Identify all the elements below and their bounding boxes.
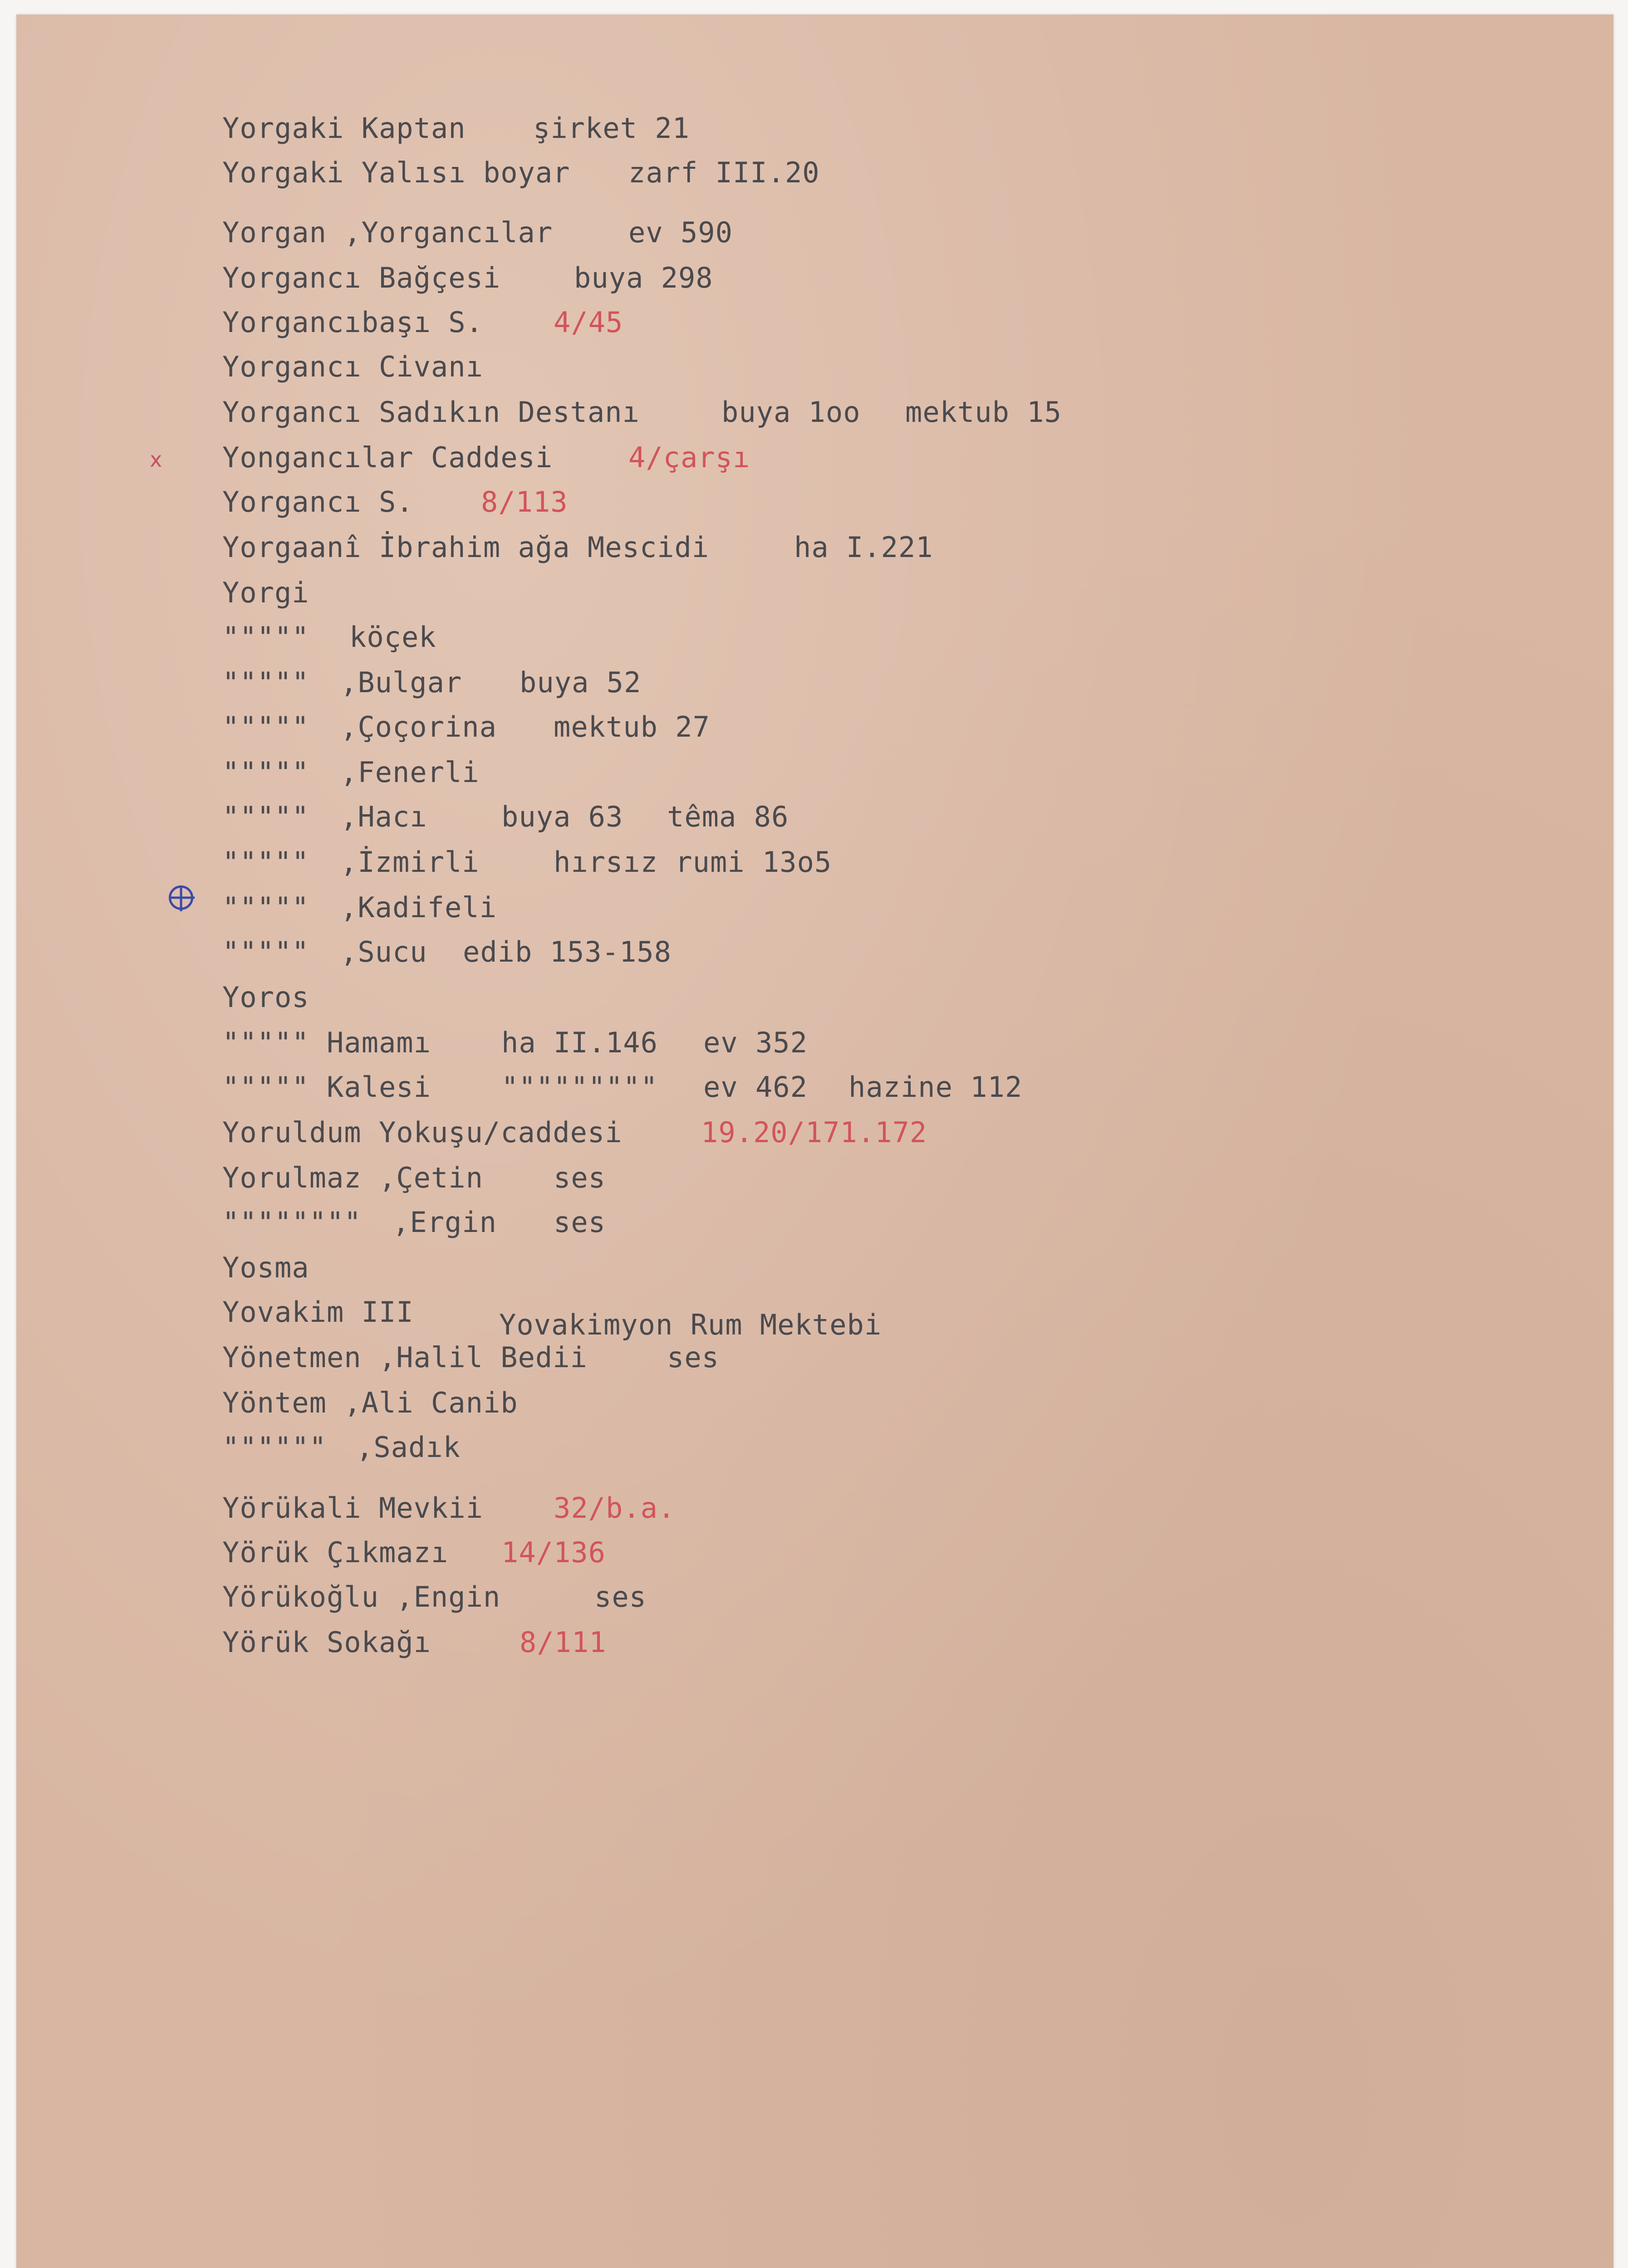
ditto-marks: """"" [222, 800, 309, 833]
blue-circled-cross-mark [169, 885, 193, 910]
entry-name: Yörük Çıkmazı [222, 1536, 449, 1569]
entry-reference: ev 590 [628, 216, 733, 249]
entry-reference: hazine 112 [848, 1070, 1023, 1104]
entry-reference: hırsız rumi 13o5 [554, 846, 832, 879]
entry-reference: ses [594, 1580, 647, 1613]
entry-reference: mektub 15 [905, 396, 1062, 429]
entry-name: ,Kadifeli [340, 891, 497, 924]
red-page-reference: 14/136 [501, 1536, 606, 1569]
entry-name: Yorgi [222, 576, 309, 609]
entry-name: Yorgaanî İbrahim ağa Mescidi [222, 531, 710, 564]
entry-name: Yönetmen ,Halil Bedii [222, 1341, 588, 1374]
entry-name: ,Çoçorina [340, 710, 497, 743]
entry-name: ,Fenerli [340, 756, 480, 789]
entry-reference: buya 1oo [721, 396, 861, 429]
entry-name: """"" Kalesi [222, 1070, 431, 1104]
ditto-marks: """""" [222, 1431, 327, 1464]
ditto-marks: """"" [222, 621, 309, 654]
entry-name: Yorgancıbaşı S. [222, 306, 483, 339]
entry-name: ,Sadık [356, 1431, 461, 1464]
entry-reference: şirket 21 [533, 112, 690, 145]
entry-reference: ev 352 [703, 1026, 808, 1059]
entry-name: Yörük Sokağı [222, 1626, 431, 1659]
entry-name: Yorulmaz ,Çetin [222, 1161, 483, 1194]
entry-name: Yorgancı Sadıkın Destanı [222, 396, 640, 429]
red-page-reference: 8/111 [520, 1626, 607, 1659]
entry-reference: ev 462 [703, 1070, 808, 1104]
red-page-reference: 4/çarşı [628, 441, 750, 474]
entry-name: """"" Hamamı [222, 1026, 431, 1059]
entry-name: ,Sucu [340, 935, 427, 968]
entry-reference: zarf III.20 [628, 156, 820, 189]
entry-name: Yörükoğlu ,Engin [222, 1580, 501, 1613]
entry-name: Yörükali Mevkii [222, 1491, 483, 1525]
entry-name: Yorgancı Civanı [222, 350, 483, 383]
red-page-reference: 19.20/171.172 [701, 1116, 927, 1149]
ditto-marks: """"" [222, 756, 309, 789]
entry-reference: ses [554, 1161, 606, 1194]
entry-name: Yovakim III [222, 1295, 414, 1329]
entry-name: ,Hacı [340, 800, 427, 833]
entry-name: Yoruldum Yokuşu/caddesi [222, 1116, 623, 1149]
entry-name: Yosma [222, 1251, 309, 1284]
red-page-reference: 4/45 [554, 306, 623, 339]
entry-name: Yorgancı Bağçesi [222, 261, 501, 294]
entry-name: Yorgan ,Yorgancılar [222, 216, 553, 249]
entry-name: Yorgaki Kaptan [222, 112, 466, 145]
entry-name: Yongancılar Caddesi [222, 441, 553, 474]
entry-reference: ha II.146 [501, 1026, 658, 1059]
ditto-marks: """"" [222, 935, 309, 968]
entry-reference: ses [667, 1341, 719, 1374]
entry-name: Yorgancı S. [222, 485, 414, 518]
entry-name: ,Bulgar [340, 666, 462, 699]
ditto-marks: """"" [222, 666, 309, 699]
entry-name: ,Ergin [392, 1206, 497, 1239]
entry-name: Yoros [222, 981, 309, 1014]
red-page-reference: 32/b.a. [554, 1491, 676, 1525]
red-page-reference: 8/113 [481, 485, 568, 518]
entry-reference: edib 153-158 [463, 935, 672, 968]
entry-name: köçek [349, 621, 436, 654]
ditto-marks: """"" [222, 710, 309, 743]
margin-cross-mark: x [150, 447, 162, 472]
entry-reference: têma 86 [667, 800, 789, 833]
ditto-marks: """"" [222, 891, 309, 924]
entry-reference: buya 298 [574, 261, 713, 294]
entry-name: ,İzmirli [340, 846, 480, 879]
entry-name: Yöntem ,Ali Canib [222, 1386, 518, 1419]
entry-reference: mektub 27 [554, 710, 710, 743]
entry-reference: buya 52 [520, 666, 642, 699]
ditto-marks: """"""""" [501, 1070, 658, 1104]
entry-reference: ses [554, 1206, 606, 1239]
entry-name: Yorgaki Yalısı boyar [222, 156, 570, 189]
entry-reference: ha I.221 [794, 531, 933, 564]
entry-note: Yovakimyon Rum Mektebi [499, 1308, 882, 1341]
ditto-marks: """""""" [222, 1206, 362, 1239]
ditto-marks: """"" [222, 846, 309, 879]
entry-reference: buya 63 [501, 800, 623, 833]
